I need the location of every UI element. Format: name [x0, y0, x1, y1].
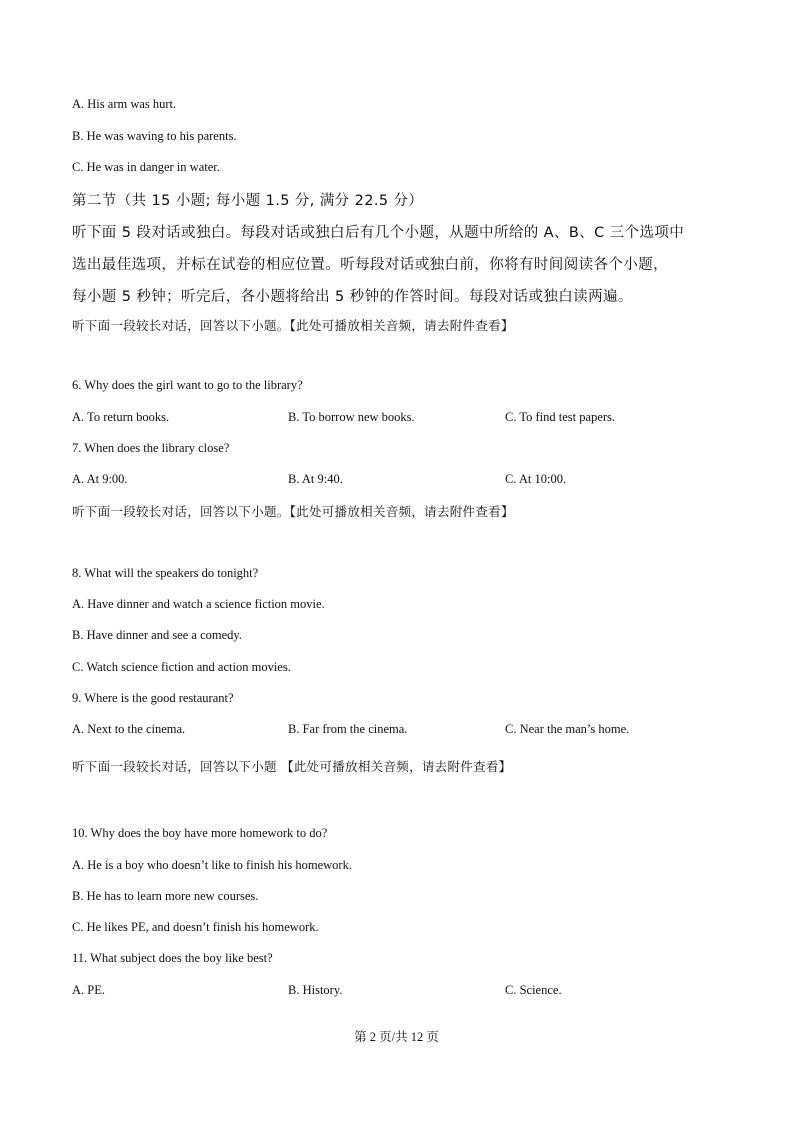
question-6: 6. Why does the girl want to go to the library?: [72, 378, 303, 392]
q5-option-a: A. His arm was hurt.: [72, 97, 177, 111]
q8-option-c: C. Watch science fiction and action movies.: [72, 660, 291, 674]
q10-option-b: B. He has to learn more new courses.: [72, 889, 259, 903]
dialog-prompt: 听下面一段较长对话，回答以下小题。【此处可播放相关音频，请去附件查看】: [72, 318, 514, 333]
q9-option-b: B. Far from the cinema.: [288, 722, 408, 736]
q8-option-a: A. Have dinner and watch a science fiction movie.: [72, 597, 325, 611]
question-10: 10. Why does the boy have more homework to do?: [72, 826, 328, 840]
question-9: 9. Where is the good restaurant?: [72, 691, 234, 705]
q8-option-b: B. Have dinner and see a comedy.: [72, 628, 242, 642]
question-7: 7. When does the library close?: [72, 441, 230, 455]
q6-option-a: A. To return books.: [72, 410, 170, 424]
q9-option-c: C. Near the man’s home.: [505, 722, 630, 736]
q7-option-a: A. At 9:00.: [72, 472, 128, 486]
q11-option-c: C. Science.: [505, 983, 562, 997]
q10-option-c: C. He likes PE, and doesn’t finish his homework.: [72, 920, 319, 934]
q6-option-c: C. To find test papers.: [505, 410, 615, 424]
q6-option-b: B. To borrow new books.: [288, 410, 415, 424]
q7-option-c: C. At 10:00.: [505, 472, 567, 486]
page-number-footer: 第 2 页/共 12 页: [354, 1030, 439, 1044]
q11-option-b: B. History.: [288, 983, 343, 997]
q5-option-c: C. He was in danger in water.: [72, 160, 220, 174]
dialog-prompt: 听下面一段较长对话，回答以下小题 【此处可播放相关音频，请去附件查看】: [72, 759, 512, 774]
q11-option-a: A. PE.: [72, 983, 105, 997]
question-11: 11. What subject does the boy like best?: [72, 951, 273, 965]
dialog-prompt: 听下面一段较长对话，回答以下小题。【此处可播放相关音频，请去附件查看】: [72, 504, 514, 519]
q10-option-a: A. He is a boy who doesn’t like to finish his homework.: [72, 858, 352, 872]
section-instruction-line-1: 听下面 5 段对话或独白。每段对话或独白后有几个小题，从题中所给的 A、B、C 三个选项中: [72, 225, 685, 241]
section-title: 第二节（共 15 小题; 每小题 1.5 分, 满分 22.5 分）: [72, 193, 424, 209]
q5-option-b: B. He was waving to his parents.: [72, 129, 237, 143]
section-instruction-line-3: 每小题 5 秒钟；听完后，各小题将给出 5 秒钟的作答时间。每段对话或独白读两遍。: [72, 289, 633, 305]
section-instruction-line-2: 选出最佳选项，并标在试卷的相应位置。听每段对话或独白前，你将有时间阅读各个小题，: [72, 257, 668, 273]
question-8: 8. What will the speakers do tonight?: [72, 566, 259, 580]
q9-option-a: A. Next to the cinema.: [72, 722, 186, 736]
q7-option-b: B. At 9:40.: [288, 472, 343, 486]
